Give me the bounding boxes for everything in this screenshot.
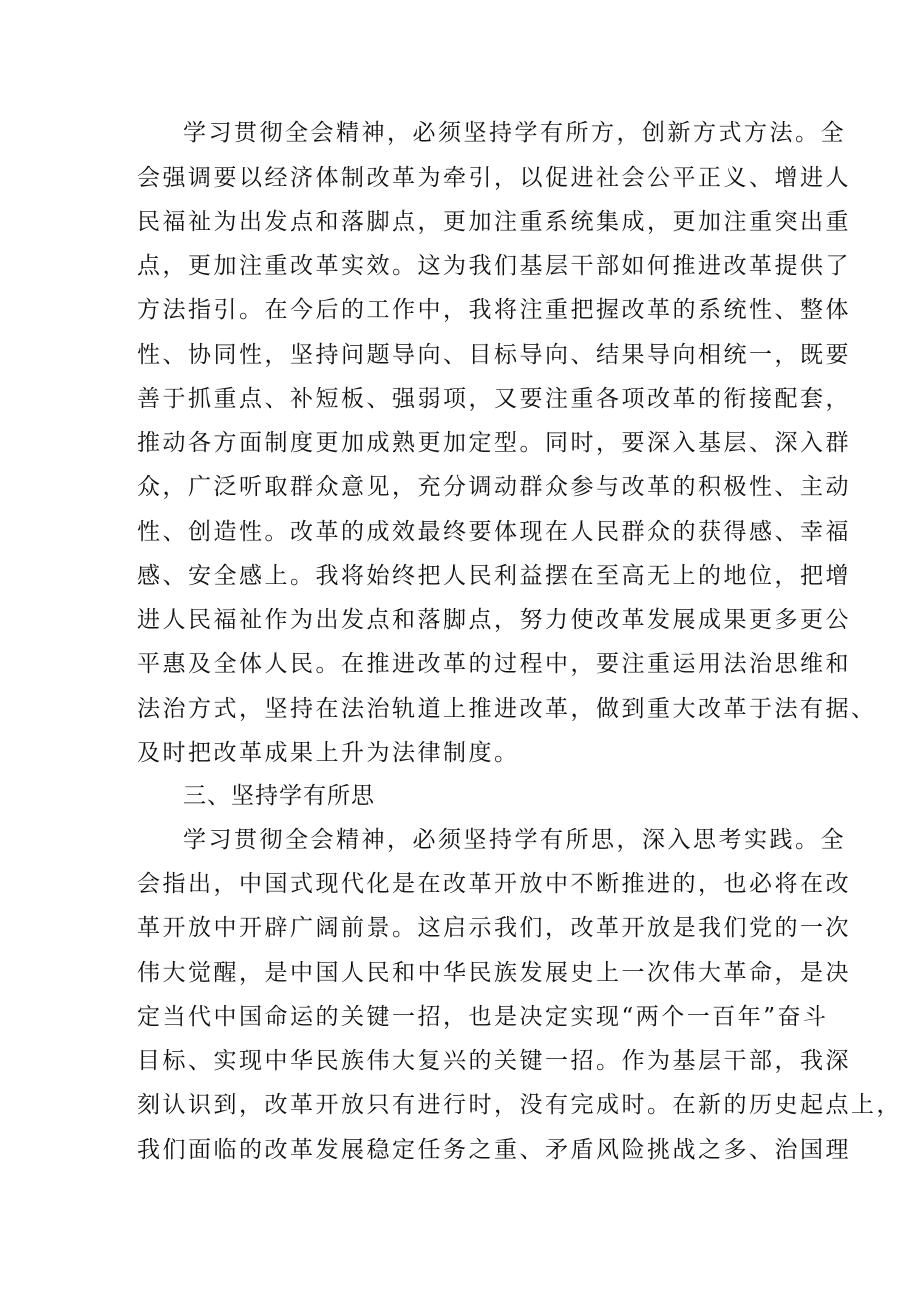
paragraph1-line: 及时把改革成果上升为法律制度。 bbox=[137, 740, 520, 766]
paragraph2-line: 会指出，中国式现代化是在改革开放中不断推进的，也必将在改 bbox=[137, 871, 851, 897]
paragraph1-line: 法治方式，坚持在法治轨道上推进改革，做到重大改革于法有据、 bbox=[137, 696, 877, 722]
paragraph1-line: 进人民福祉作为出发点和落脚点，努力使改革发展成果更多更公 bbox=[137, 607, 851, 633]
paragraph1-line: 点，更加注重改革实效。这为我们基层干部如何推进改革提供了 bbox=[137, 253, 851, 279]
paragraph1-line: 感、安全感上。我将始终把人民利益摆在至高无上的地位，把增 bbox=[137, 563, 851, 589]
paragraph2-line: 我们面临的改革发展稳定任务之重、矛盾风险挑战之多、治国理 bbox=[137, 1137, 851, 1163]
section-heading: 三、坚持学有所思 bbox=[183, 783, 375, 809]
paragraph1-line: 性、创造性。改革的成效最终要体现在人民群众的获得感、幸福 bbox=[137, 519, 851, 545]
paragraph1-line: 民福祉为出发点和落脚点，更加注重系统集成，更加注重突出重 bbox=[137, 209, 851, 235]
paragraph2-line: 伟大觉醒，是中国人民和中华民族发展史上一次伟大革命，是决 bbox=[137, 960, 851, 986]
paragraph1-line: 善于抓重点、补短板、强弱项，又要注重各项改革的衔接配套， bbox=[137, 386, 851, 412]
paragraph2-line: 学习贯彻全会精神，必须坚持学有所思，深入思考实践。全 bbox=[183, 827, 846, 853]
paragraph1-line: 性、协同性，坚持问题导向、目标导向、结果导向相统一，既要 bbox=[137, 342, 851, 368]
paragraph1-line: 推动各方面制度更加成熟更加定型。同时，要深入基层、深入群 bbox=[137, 430, 851, 456]
paragraph2-line: 目标、实现中华民族伟大复兴的关键一招。作为基层干部，我深 bbox=[137, 1048, 851, 1074]
paragraph1-line: 平惠及全体人民。在推进改革的过程中，要注重运用法治思维和 bbox=[137, 651, 851, 677]
paragraph1-line: 学习贯彻全会精神，必须坚持学有所方，创新方式方法。全 bbox=[183, 120, 846, 146]
paragraph2-line: 刻认识到，改革开放只有进行时，没有完成时。在新的历史起点上， bbox=[137, 1092, 902, 1118]
paragraph1-line: 方法指引。在今后的工作中，我将注重把握改革的系统性、整体 bbox=[137, 297, 851, 323]
paragraph2-line: 定当代中国命运的关键一招，也是决定实现“两个一百年”奋斗 bbox=[137, 1004, 829, 1030]
paragraph2-line: 革开放中开辟广阔前景。这启示我们，改革开放是我们党的一次 bbox=[137, 915, 851, 941]
paragraph1-line: 会强调要以经济体制改革为牵引，以促进社会公平正义、增进人 bbox=[137, 165, 851, 191]
paragraph1-line: 众，广泛听取群众意见，充分调动群众参与改革的积极性、主动 bbox=[137, 474, 851, 500]
